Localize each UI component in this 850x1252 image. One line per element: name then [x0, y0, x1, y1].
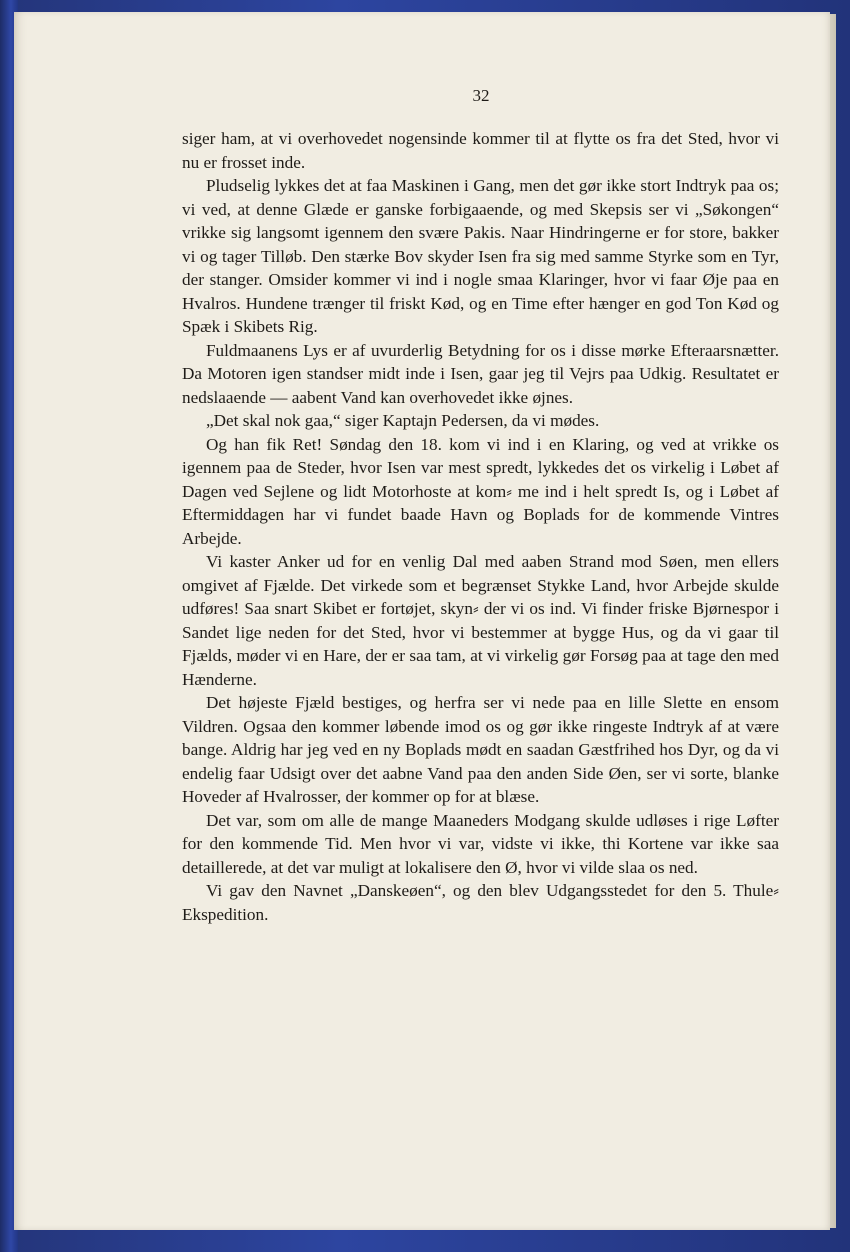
page-number: 32 [472, 86, 490, 105]
body-text [182, 127, 779, 926]
paragraph-7: Det højeste Fjæld bestiges, og herfra ser vi nede paa en lille Slette en ensom Vildren. Ogsaa den kommer løbende imod os og gør ikke ringeste Indtryk af at være bange. Aldrig har jeg ved en ny Boplads mødt en saadan Gæstfrihed hos Dyr, og da vi endelig faar Udsigt over det aabne Vand paa den anden Side Øen, ser vi sorte, blanke Hoveder af Hvalrosser, der kommer op for at blæse. [182, 693, 779, 806]
paragraph-5: Og han fik Ret! Søndag den 18. kom vi ind i en Klaring, og ved at vrikke os igennem paa de Steder, hvor Isen var mest spredt, lykkedes det os virkelig i Løbet af Dagen ved Sejlene og lidt Motorhoste at kom⸗ me ind i helt spredt Is, og i Løbet af Eftermiddagen har vi fundet baade Havn og Boplads for de kommende Vintres Arbejde. [182, 434, 779, 548]
paragraph-8: Det var, som om alle de mange Maaneders Modgang skulde udløses i rige Løfter for den kommende Tid. Men hvor vi var, vidste vi ikke, thi Kortene var ikke saa detaillerede, at det var muligt at lokalisere den Ø, hvor vi vilde slaa os ned. [182, 810, 779, 877]
paragraph-3: Fuldmaanens Lys er af uvurderlig Betydning for os i disse mørke Efteraarsnætter. Da Motoren igen standser midt inde i Isen, gaar jeg til Vejrs paa Udkig. Resultatet er nedslaaende — aabent Vand kan overhovedet ikke øjnes. [182, 340, 779, 407]
paragraph-2: Pludselig lykkes det at faa Maskinen i Gang, men det gør ikke stort Indtryk paa os; vi ved, at denne Glæde er ganske forbigaaende, og med Skepsis ser vi „Søkongen“ vrikke sig langsomt igennem den svære Pakis. Naar Hindringerne er for store, bakker vi og tager Tilløb. Den stærke Bov skyder Isen fra sig med samme Styrke som en Tyr, der stanger. Omsider kommer vi ind i nogle smaa Klaringer, hvor vi faar Øje paa en Hvalros. Hundene trænger til friskt Kød, og en Time efter hænger en god Ton Kød og Spæk i Skibets Rig. [182, 176, 779, 336]
paragraph-4: „Det skal nok gaa,“ siger Kaptajn Pedersen, da vi mødes. [206, 411, 600, 430]
paragraph-1: siger ham, at vi overhovedet nogensinde kommer til at flytte os fra det Sted, hvor vi nu er frosset inde. [182, 129, 779, 172]
paragraph-6: Vi kaster Anker ud for en venlig Dal med aaben Strand mod Søen, men ellers omgivet af Fjælde. Det virkede som et begrænset Stykke Land, hvor Arbejde skulde udføres! Saa snart Skibet er fortøjet, skyn⸗ der vi os ind. Vi finder friske Bjørnespor i Sandet lige neden for det Sted, hvor vi bestemmer at bygge Hus, og da vi gaar til Fjælds, møder vi en Hare, der er saa tam, at vi virkelig gør Forsøg paa at tage den med Hænderne. [182, 552, 779, 689]
paragraph-9: Vi gav den Navnet „Danskeøen“, og den blev Udgangsstedet for den 5. Thule⸗Ekspedition. [182, 881, 779, 924]
